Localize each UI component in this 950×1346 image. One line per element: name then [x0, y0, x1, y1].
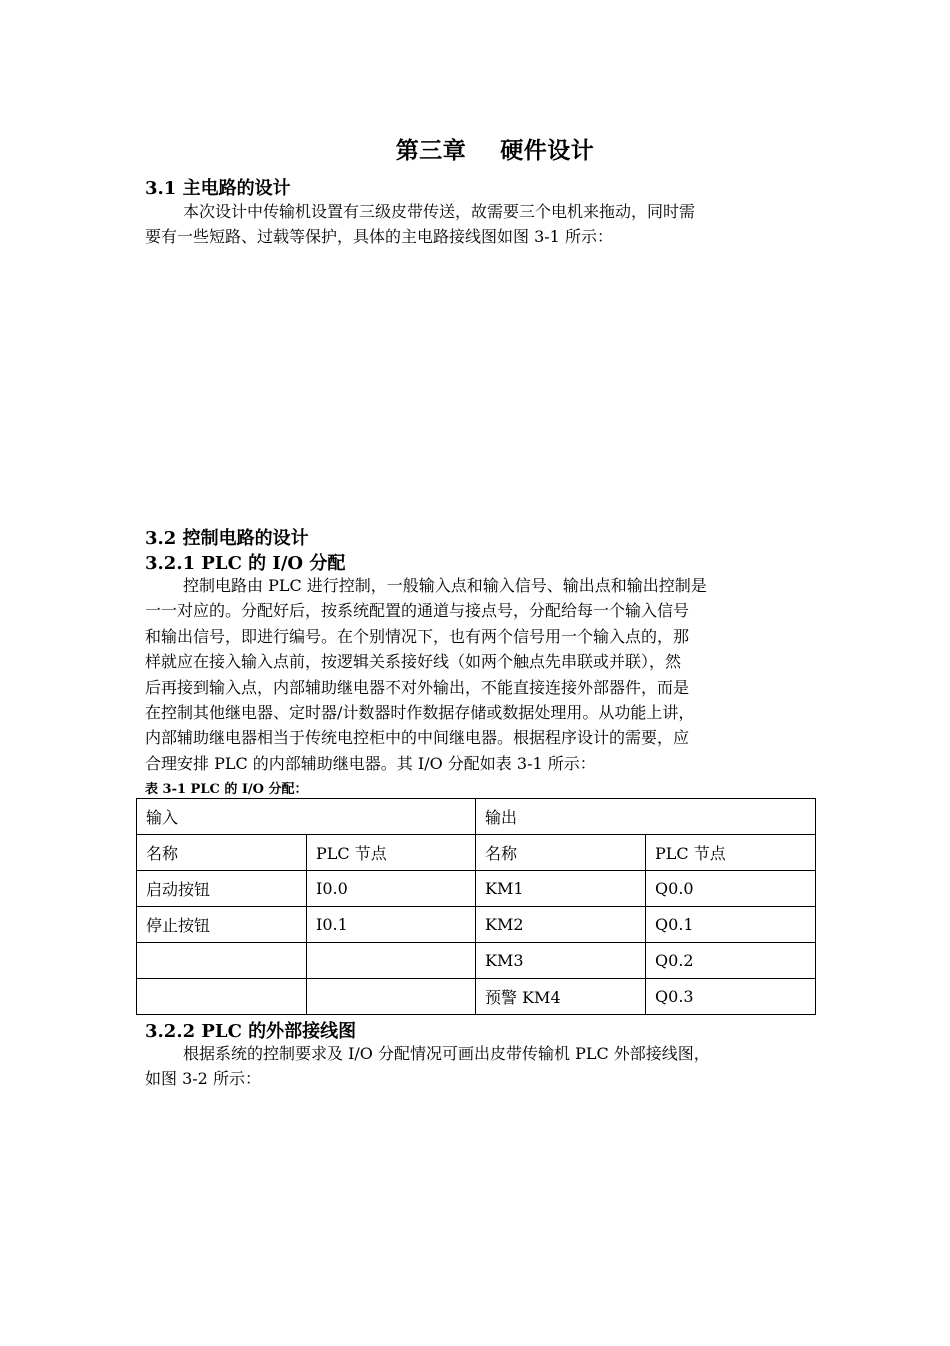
table-caption: 表 3-1 PLC 的 I/O 分配：: [145, 782, 308, 797]
table-cell: [307, 979, 476, 1015]
paragraph-line: 和输出信号，即进行编号。在个别情况下，也有两个信号用一个输入点的，那: [145, 626, 690, 646]
table-row: [137, 907, 816, 943]
section-3-2-1-heading: 3.2.1 PLC 的 I/O 分配: [145, 553, 346, 574]
table-cell: Q0.3: [646, 979, 816, 1015]
output-group-header: 输出: [476, 799, 816, 835]
column-header: 名称: [137, 835, 307, 871]
section-3-1-heading: 3.1 主电路的设计: [145, 178, 291, 199]
table-group-header-row: [137, 799, 816, 835]
table-cell: KM1: [476, 871, 646, 907]
table-cell: Q0.0: [646, 871, 816, 907]
paragraph-line: 如图 3-2 所示：: [145, 1069, 261, 1089]
section-3-1-paragraph: [145, 199, 825, 250]
table-cell: 停止按钮: [137, 907, 307, 943]
table-cell: Q0.1: [646, 907, 816, 943]
paragraph-line: 根据系统的控制要求及 I/O 分配情况可画出皮带传输机 PLC 外部接线图，: [183, 1044, 710, 1063]
paragraph-line: 内部辅助继电器相当于传统电控柜中的中间继电器。根据程序设计的需要，应: [145, 728, 690, 748]
table-row: [137, 979, 816, 1015]
paragraph-line: 后再接到输入点，内部辅助继电器不对外输出，不能直接连接外部器件，而是: [145, 677, 690, 697]
column-header: PLC 节点: [646, 835, 816, 871]
paragraph-line: 控制电路由 PLC 进行控制，一般输入点和输入信号、输出点和输出控制是: [183, 576, 707, 595]
paragraph-line: 一一对应的。分配好后，按系统配置的通道与接点号，分配给每一个输入信号: [145, 601, 690, 621]
table-column-header-row: [137, 835, 816, 871]
table-row: [137, 943, 816, 979]
table-row: [137, 871, 816, 907]
column-header: 名称: [476, 835, 646, 871]
section-3-2-2-paragraph: [145, 1041, 825, 1092]
column-header: PLC 节点: [307, 835, 476, 871]
table-cell: I0.0: [307, 871, 476, 907]
table-cell: 预警 KM4: [476, 979, 646, 1015]
table-cell: Q0.2: [646, 943, 816, 979]
table-cell: [137, 979, 307, 1015]
table-cell: KM3: [476, 943, 646, 979]
section-3-2-2-heading: 3.2.2 PLC 的外部接线图: [145, 1021, 357, 1042]
section-3-2-heading: 3.2 控制电路的设计: [145, 528, 309, 549]
table-cell: 启动按钮: [137, 871, 307, 907]
table-cell: [137, 943, 307, 979]
paragraph-line: 本次设计中传输机设置有三级皮带传送，故需要三个电机来拖动，同时需: [183, 202, 696, 221]
paragraph-line: 在控制其他继电器、定时器/计数器时作数据存储或数据处理用。从功能上讲，: [145, 703, 695, 723]
paragraph-line: 要有一些短路、过载等保护，具体的主电路接线图如图 3-1 所示：: [145, 227, 613, 247]
table-cell: I0.1: [307, 907, 476, 943]
table-cell: [307, 943, 476, 979]
chapter-title: 第三章 硬件设计: [395, 137, 595, 164]
input-group-header: 输入: [137, 799, 476, 835]
io-assignment-table: [136, 798, 816, 1015]
paragraph-line: 合理安排 PLC 的内部辅助继电器。其 I/O 分配如表 3-1 所示：: [145, 753, 596, 773]
paragraph-line: 样就应在接入输入点前，按逻辑关系接好线（如两个触点先串联或并联），然: [145, 652, 682, 672]
table-cell: KM2: [476, 907, 646, 943]
section-3-2-1-paragraph: [145, 573, 825, 776]
